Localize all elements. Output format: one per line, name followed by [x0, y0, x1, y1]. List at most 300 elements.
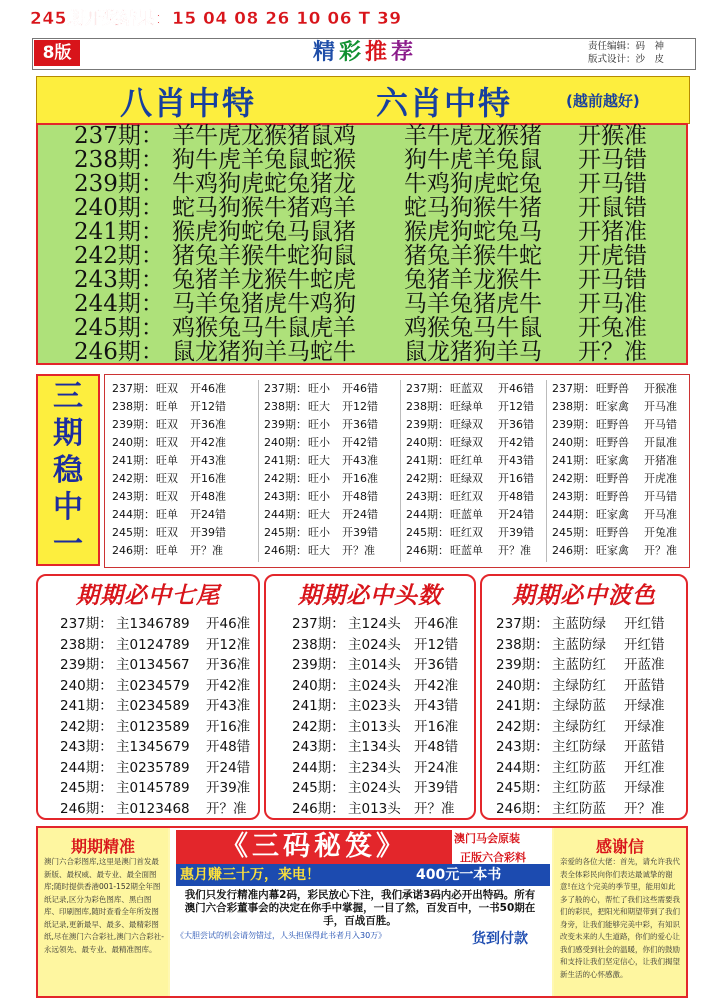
box-row [496, 696, 686, 717]
row-period: 246期： [112, 544, 155, 557]
row-period: 245期： [292, 780, 345, 796]
editor-credit: 责任编辑：码 神 [588, 41, 665, 52]
row-result: 开马错 [578, 267, 647, 293]
heading-note: (越前越好) [566, 92, 640, 110]
title-char: 彩 [338, 40, 365, 65]
row-result: 开46错 [498, 382, 534, 395]
stable-row [552, 542, 698, 560]
row-period: 246期： [406, 544, 449, 557]
row-period: 243期： [60, 739, 113, 755]
row-period: 239期： [112, 418, 155, 431]
row-pick: 旺双 [156, 418, 178, 431]
row-period: 238期： [264, 400, 307, 413]
row-result: 开43准 [190, 454, 226, 467]
row-period: 244期： [264, 508, 307, 521]
row-period: 242期： [112, 472, 155, 485]
eight-zodiac-pick: 鼠龙猪狗羊马蛇牛 [172, 339, 356, 365]
row-pick: 旺野兽 [596, 418, 629, 431]
row-period: 243期： [552, 490, 595, 503]
stable-row [552, 470, 698, 488]
row-result: 开42准 [206, 677, 251, 694]
row-period: 239期： [264, 418, 307, 431]
row-pick: 旺双 [156, 490, 178, 503]
must-hit-box [264, 574, 476, 820]
row-result: 开？准 [414, 800, 455, 817]
row-period: 241期： [406, 454, 449, 467]
row-period: 237期： [112, 382, 155, 395]
footer-left-text: 澳门六合彩图库,这里是澳门首发最新版、最权威、最专业、最全面图库;随时提供香港001-152期全年图纸记录,区分为彩色图库、黑白图库、印刷图库,随时查看全年所发图纸记录,更新最早、最多、最精彩图纸,尽在澳门六合彩社,澳门六合彩社-永远领先、最专业、最精准图库。 [44, 857, 164, 954]
row-result: 开虎准 [644, 472, 677, 485]
row-result: 开马准 [578, 291, 647, 317]
row-pick: 主红防绿 [552, 739, 606, 755]
row-pick: 主134头 [348, 739, 401, 755]
row-pick: 主024头 [348, 677, 401, 694]
six-zodiac-pick: 羊牛虎龙猴猪 [404, 123, 542, 149]
stable-row [552, 434, 698, 452]
row-period: 241期： [264, 454, 307, 467]
eight-zodiac-pick: 蛇马狗猴牛猪鸡羊 [172, 195, 356, 221]
row-result: 开36错 [498, 418, 534, 431]
eight-zodiac-pick: 马羊兔猪虎牛鸡狗 [172, 291, 356, 317]
stable-row [406, 470, 552, 488]
row-result: 开虎错 [578, 243, 647, 269]
row-period: 238期： [74, 147, 164, 173]
stable-row [112, 452, 258, 470]
row-result: 开16错 [498, 472, 534, 485]
row-pick: 主0134567 [116, 657, 190, 673]
box-row [292, 758, 474, 779]
row-result: 开43错 [498, 454, 534, 467]
row-period: 240期： [292, 677, 345, 694]
stable-column [264, 380, 410, 560]
row-pick: 旺红双 [450, 490, 483, 503]
box-row [292, 737, 474, 758]
stable-row [264, 398, 410, 416]
eight-zodiac-pick: 鸡猴兔马牛鼠虎羊 [172, 315, 356, 341]
column-divider [400, 380, 401, 562]
stable-row [406, 506, 552, 524]
row-result: 开24错 [206, 759, 251, 776]
eight-zodiac-pick: 兔猪羊龙猴牛蛇虎 [172, 267, 356, 293]
promo-left: 惠月赚三十万，来电！ [180, 867, 320, 883]
stable-row [264, 542, 410, 560]
row-period: 242期： [74, 243, 164, 269]
row-pick: 主绿防红 [552, 677, 606, 694]
row-result: 开马错 [644, 490, 677, 503]
title-char: 精 [312, 40, 339, 65]
row-result: 开绿准 [624, 718, 665, 735]
row-result: 开12错 [498, 400, 534, 413]
row-result: 开24错 [498, 508, 534, 521]
six-zodiac-pick: 马羊兔猪虎牛 [404, 291, 542, 317]
row-result: 开43准 [206, 698, 251, 714]
stable-row [112, 506, 258, 524]
row-pick: 主1345679 [116, 739, 190, 755]
box-row [496, 758, 686, 779]
row-result: 开48错 [342, 490, 378, 503]
row-result: 开马错 [578, 147, 647, 173]
row-period: 242期： [552, 472, 595, 485]
row-result: 开43准 [342, 454, 378, 467]
row-period: 239期： [406, 418, 449, 431]
row-pick: 旺双 [156, 382, 178, 395]
six-zodiac-pick: 鼠龙猪狗羊马 [404, 339, 542, 365]
side-char: 三 [53, 379, 83, 414]
row-pick: 旺大 [308, 400, 330, 413]
row-pick: 主红防蓝 [552, 780, 606, 796]
row-pick: 主024头 [348, 780, 401, 796]
row-pick: 主红防蓝 [552, 800, 606, 817]
box-title: 期期必中七尾 [76, 582, 220, 609]
row-pick: 主014头 [348, 657, 401, 673]
box-row [292, 614, 474, 635]
stable-row [112, 524, 258, 542]
row-period: 244期： [292, 759, 345, 776]
stable-row [406, 524, 552, 542]
row-period: 246期： [496, 800, 549, 817]
box-row [496, 799, 686, 820]
stable-column [112, 380, 258, 560]
row-result: 开12错 [190, 400, 226, 413]
row-pick: 旺小 [308, 526, 330, 539]
box-row [292, 799, 474, 820]
row-result: 开？准 [644, 544, 677, 557]
box-row [60, 737, 258, 758]
row-period: 240期： [552, 436, 595, 449]
side-char: 期 [53, 416, 83, 451]
row-period: 241期： [112, 454, 155, 467]
row-pick: 旺蓝双 [450, 382, 483, 395]
row-pick: 主绿防蓝 [552, 698, 606, 714]
row-pick: 旺单 [156, 544, 178, 557]
row-pick: 主0234589 [116, 698, 190, 714]
row-pick: 旺家禽 [596, 400, 629, 413]
stable-row [552, 380, 698, 398]
row-period: 246期： [74, 339, 164, 365]
footer-right-title: 感谢信 [595, 837, 644, 856]
row-period: 238期： [292, 636, 345, 653]
row-pick: 旺小 [308, 436, 330, 449]
six-zodiac-heading: 六肖中特 [376, 84, 513, 122]
box-row [496, 614, 686, 635]
row-pick: 旺野兽 [596, 472, 629, 485]
side-char: 一 [53, 527, 83, 562]
row-pick: 旺小 [308, 382, 330, 395]
stable-row [264, 488, 410, 506]
row-result: 开46准 [190, 382, 226, 395]
box-rows [38, 614, 258, 819]
designer-credit: 版式设计：沙 皮 [588, 54, 665, 65]
row-pick: 旺大 [308, 454, 330, 467]
row-pick: 旺家禽 [596, 454, 629, 467]
row-result: 开42准 [414, 677, 459, 694]
row-period: 243期： [406, 490, 449, 503]
side-char: 稳 [53, 453, 83, 488]
row-period: 241期： [60, 698, 113, 714]
row-result: 开36错 [342, 418, 378, 431]
stable-row [264, 524, 410, 542]
eight-zodiac-pick: 猴虎狗蛇兔马鼠猪 [172, 219, 356, 245]
box-row [292, 655, 474, 676]
book-banner: 《三码秘笈》 [176, 830, 452, 864]
promo-right: 400元一本书 [416, 867, 502, 883]
row-pick: 旺单 [156, 508, 178, 521]
stable-row [406, 416, 552, 434]
row-result: 开鼠错 [578, 195, 647, 221]
row-pick: 主蓝防绿 [552, 616, 606, 632]
row-period: 238期： [496, 636, 549, 653]
row-pick: 旺双 [156, 472, 178, 485]
row-pick: 主0124789 [116, 636, 190, 653]
row-pick: 主0235789 [116, 759, 190, 776]
stable-row [406, 434, 552, 452]
side-char: 中 [53, 490, 83, 525]
row-period: 244期： [74, 291, 164, 317]
row-result: 开48错 [206, 739, 251, 755]
row-period: 244期： [496, 759, 549, 776]
row-result: 开48错 [414, 739, 459, 755]
six-zodiac-pick: 蛇马狗猴牛猪 [404, 195, 542, 221]
stable-row [112, 434, 258, 452]
row-period: 240期： [406, 436, 449, 449]
row-pick: 旺大 [308, 508, 330, 521]
row-period: 238期： [552, 400, 595, 413]
row-result: 开蓝准 [624, 657, 665, 673]
column-divider [546, 380, 547, 562]
row-period: 246期： [264, 544, 307, 557]
row-pick: 旺野兽 [596, 436, 629, 449]
footer-left-title: 期期精准 [70, 837, 135, 856]
stable-row [264, 416, 410, 434]
row-period: 242期： [264, 472, 307, 485]
row-result: 开蓝错 [624, 677, 665, 694]
stable-row [264, 506, 410, 524]
row-result: 开兔准 [578, 315, 647, 341]
box-row [292, 778, 474, 799]
row-result: 开16准 [342, 472, 378, 485]
row-result: 开猪准 [578, 219, 647, 245]
row-result: 开绿准 [624, 780, 665, 796]
row-result: 开马准 [644, 400, 677, 413]
box-row [60, 758, 258, 779]
stable-row [264, 434, 410, 452]
must-hit-box [36, 574, 260, 820]
row-period: 242期： [406, 472, 449, 485]
stable-row [112, 416, 258, 434]
row-result: 开？准 [624, 800, 665, 817]
row-period: 244期： [60, 759, 113, 776]
title-char: 推 [365, 40, 392, 65]
row-pick: 旺单 [156, 454, 178, 467]
row-period: 240期： [496, 677, 549, 694]
stable-row [552, 488, 698, 506]
promo-body: 我们只发行精准内幕2码，彩民放心下注，我们承诺3码内必开出特码。所有澳门六合彩董事会的决定在你手中掌握，一目了然，百发百中，一书50期在手，百战百胜。 [184, 889, 536, 927]
row-period: 241期： [74, 219, 164, 245]
row-result: 开鼠准 [644, 436, 677, 449]
stable-row [552, 416, 698, 434]
stable-panel-title [36, 378, 100, 563]
draw-result-line: 245期开奖结果：15 04 08 26 10 06 T 39 [30, 9, 402, 29]
row-period: 245期： [60, 780, 113, 796]
row-result: 开46错 [342, 382, 378, 395]
row-result: 开红准 [624, 759, 665, 776]
stable-row [112, 470, 258, 488]
row-result: 开12准 [206, 636, 251, 653]
eight-zodiac-pick: 狗牛虎羊兔鼠蛇猴 [172, 147, 356, 173]
row-period: 238期： [60, 636, 113, 653]
box-row [496, 778, 686, 799]
stable-column [552, 380, 698, 560]
row-pick: 旺双 [156, 436, 178, 449]
row-result: 开43错 [414, 698, 459, 714]
row-pick: 旺单 [156, 400, 178, 413]
row-period: 243期： [292, 739, 345, 755]
box-row [292, 635, 474, 656]
eight-zodiac-pick: 羊牛虎龙猴猪鼠鸡 [172, 123, 356, 149]
row-result: 开？准 [578, 339, 647, 365]
stable-row [552, 524, 698, 542]
row-result: 开36准 [190, 418, 226, 431]
box-row [496, 737, 686, 758]
row-result: 开？准 [498, 544, 531, 557]
six-zodiac-pick: 猴虎狗蛇兔马 [404, 219, 542, 245]
row-period: 246期： [292, 800, 345, 817]
row-period: 242期： [292, 718, 345, 735]
must-hit-box [480, 574, 688, 820]
row-period: 239期： [496, 657, 549, 673]
row-pick: 旺绿双 [450, 472, 483, 485]
box-row [496, 717, 686, 738]
column-divider [258, 380, 259, 562]
row-result: 开马错 [578, 171, 647, 197]
row-result: 开48准 [190, 490, 226, 503]
row-result: 开16准 [206, 718, 251, 735]
eight-zodiac-pick: 牛鸡狗虎蛇兔猪龙 [172, 171, 356, 197]
row-period: 245期： [552, 526, 595, 539]
row-period: 240期： [60, 677, 113, 694]
row-result: 开红错 [624, 616, 665, 632]
row-result: 开猪准 [644, 454, 677, 467]
eight-zodiac-heading: 八肖中特 [120, 84, 257, 122]
box-rows [266, 614, 474, 819]
row-pick: 旺蓝单 [450, 544, 483, 557]
row-period: 245期： [496, 780, 549, 796]
row-result: 开42准 [190, 436, 226, 449]
row-result: 开猴准 [644, 382, 677, 395]
row-period: 237期： [292, 616, 345, 632]
row-result: 开16准 [414, 718, 459, 735]
row-result: 开马错 [644, 418, 677, 431]
row-pick: 旺蓝单 [450, 508, 483, 521]
row-pick: 旺绿双 [450, 436, 483, 449]
row-pick: 旺家禽 [596, 544, 629, 557]
box-row [60, 655, 258, 676]
row-pick: 主0234579 [116, 677, 190, 694]
row-result: 开39错 [414, 780, 459, 796]
row-period: 241期： [292, 698, 345, 714]
row-period: 246期： [60, 800, 113, 817]
row-pick: 主红防蓝 [552, 759, 606, 776]
stable-row [406, 380, 552, 398]
stable-row [112, 542, 258, 560]
row-period: 243期： [112, 490, 155, 503]
row-result: 开46准 [414, 616, 459, 632]
row-period: 240期： [74, 195, 164, 221]
stable-column [406, 380, 552, 560]
row-result: 开39错 [342, 526, 378, 539]
row-pick: 主0123468 [116, 800, 190, 817]
row-pick: 主124头 [348, 616, 401, 632]
stable-row [112, 488, 258, 506]
row-result: 开？准 [206, 800, 247, 817]
row-result: 开24错 [190, 508, 226, 521]
row-period: 244期： [112, 508, 155, 521]
row-result: 开24错 [342, 508, 378, 521]
box-row [60, 799, 258, 820]
row-pick: 旺野兽 [596, 526, 629, 539]
row-period: 243期： [74, 267, 164, 293]
row-result: 开蓝错 [624, 739, 665, 755]
stable-row [552, 506, 698, 524]
box-row [60, 717, 258, 738]
row-result: 开39错 [498, 526, 534, 539]
row-pick: 旺大 [308, 544, 330, 557]
promo-note: 《大胆尝试的机会请勿错过，人头担保得此书者月入30万》 [176, 931, 387, 940]
row-result: 开猴准 [578, 123, 647, 149]
row-result: 开？准 [342, 544, 375, 557]
row-period: 239期： [292, 657, 345, 673]
cash-on-delivery-label: 货到付款 [472, 931, 528, 947]
row-pick: 主013头 [348, 718, 401, 735]
row-pick: 旺小 [308, 490, 330, 503]
box-rows [482, 614, 686, 819]
box-row [60, 696, 258, 717]
row-period: 237期： [60, 616, 113, 632]
row-result: 开42错 [498, 436, 534, 449]
row-pick: 旺小 [308, 472, 330, 485]
stable-row [406, 542, 552, 560]
row-period: 239期： [552, 418, 595, 431]
row-period: 243期： [496, 739, 549, 755]
edition-badge: 8版 [34, 40, 80, 66]
six-zodiac-pick: 狗牛虎羊兔鼠 [404, 147, 542, 173]
row-pick: 主蓝防红 [552, 657, 606, 673]
row-result: 开39准 [206, 780, 251, 796]
box-row [60, 635, 258, 656]
row-period: 239期： [60, 657, 113, 673]
row-pick: 旺红单 [450, 454, 483, 467]
six-zodiac-pick: 鸡猴兔马牛鼠 [404, 315, 542, 341]
row-period: 245期： [74, 315, 164, 341]
row-period: 245期： [406, 526, 449, 539]
box-row [496, 635, 686, 656]
row-period: 237期： [496, 616, 549, 632]
row-result: 开马准 [644, 508, 677, 521]
box-row [292, 696, 474, 717]
stable-row [552, 398, 698, 416]
row-period: 238期： [112, 400, 155, 413]
stable-row [264, 452, 410, 470]
row-result: 开16准 [190, 472, 226, 485]
row-pick: 旺绿单 [450, 400, 483, 413]
stable-row [406, 398, 552, 416]
row-pick: 主蓝防绿 [552, 636, 606, 653]
stable-row [406, 452, 552, 470]
box-row [60, 778, 258, 799]
row-result: 开46准 [206, 616, 251, 632]
row-period: 246期： [552, 544, 595, 557]
row-pick: 旺野兽 [596, 382, 629, 395]
